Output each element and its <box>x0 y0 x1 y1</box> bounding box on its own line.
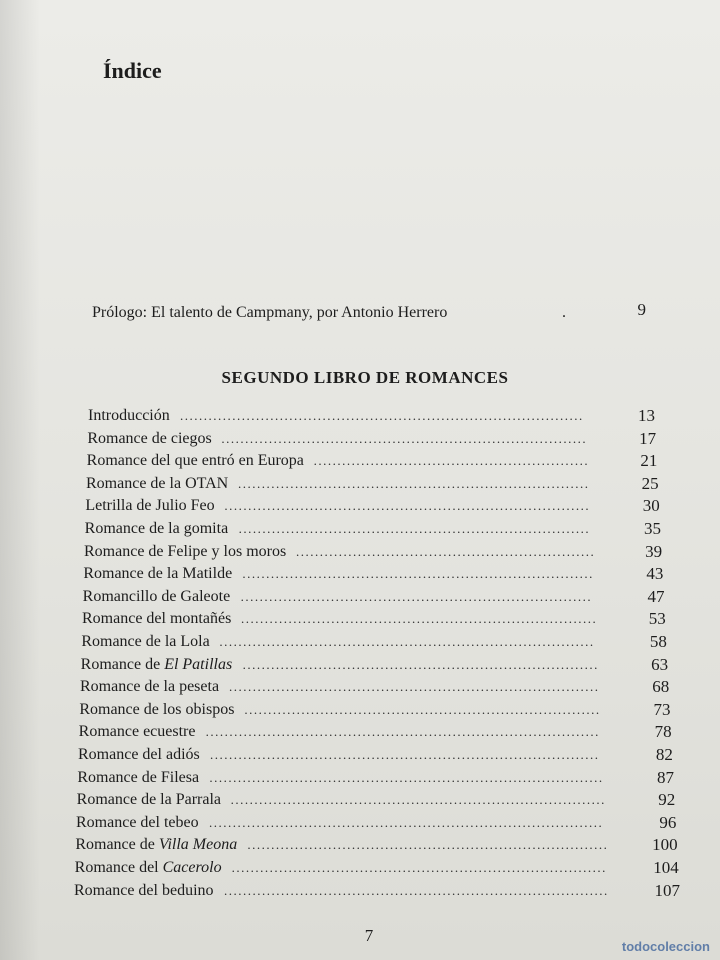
toc-entry <box>83 563 663 585</box>
toc-page-number: 78 <box>654 722 672 742</box>
toc-entry-title <box>74 880 214 902</box>
toc-entry-title-italic: Villa Meona <box>158 836 238 854</box>
toc-entry-title-text: Romance de ciegos <box>87 429 212 447</box>
toc-entry-title-text: Romance de la Lola <box>81 633 210 650</box>
watermark-logo: todocoleccion <box>621 939 710 954</box>
toc-entry-title-italic: El Patillas <box>164 655 233 673</box>
toc-entry <box>74 880 680 902</box>
toc-entry-title-text: Romancillo de Galeote <box>82 587 231 605</box>
toc-dot-leader: ................................................................................... <box>205 724 600 740</box>
toc-entry <box>87 428 656 450</box>
toc-page-number: 13 <box>638 406 655 425</box>
toc-entry-title <box>79 699 234 721</box>
toc-dot-leader: .......................................................................... <box>242 566 594 582</box>
toc-dot-leader: ................................................................................. <box>224 882 609 898</box>
toc-entry <box>79 699 670 721</box>
toc-entry <box>81 631 667 653</box>
toc-page-number: 100 <box>652 835 678 855</box>
toc-page-number: 47 <box>647 586 665 606</box>
toc-entry-title-text: Romance del tebeo <box>76 813 199 831</box>
toc-entry-title-text: Romance de <box>75 836 155 854</box>
toc-entry <box>76 812 676 834</box>
toc-dot-leader: ............................................................................... <box>230 792 606 808</box>
toc-entry-title-text: Romance del montañés <box>82 610 232 628</box>
toc-entry-title <box>77 767 199 789</box>
toc-entry-title <box>83 586 231 608</box>
index-heading: Índice <box>103 58 162 83</box>
toc-page-number: 21 <box>640 451 658 471</box>
toc-dot-leader: ............................................................................ <box>247 837 609 853</box>
toc-dot-leader: .............................................................................. <box>229 679 600 695</box>
toc-entry-title-text: Romance de la Matilde <box>83 565 233 583</box>
toc-entry-title-text: Romance del beduino <box>74 881 214 899</box>
toc-entry-title <box>85 495 214 517</box>
toc-page-number: 92 <box>658 790 676 810</box>
toc-entry-title-text: Romance de la gomita <box>84 520 229 537</box>
toc-entry <box>87 450 658 472</box>
toc-dot-leader: ............................................................... <box>296 543 596 559</box>
toc-entry-title <box>75 857 222 879</box>
toc-page-number: 53 <box>648 609 666 629</box>
toc-entry <box>80 676 669 698</box>
toc-page-number: 30 <box>642 496 660 516</box>
toc-entry <box>77 767 674 789</box>
toc-entry <box>75 834 677 856</box>
toc-entry-title-text: Romance del adiós <box>78 746 200 763</box>
toc-entry <box>83 586 665 608</box>
toc-page-number: 96 <box>659 812 677 832</box>
toc-entry-title <box>87 450 304 472</box>
toc-entry-title <box>78 744 200 766</box>
toc-dot-leader: ............................................................................. <box>224 498 591 514</box>
toc-entry-title-text: Romance de Filesa <box>77 768 200 786</box>
toc-page-number: 107 <box>654 880 680 900</box>
toc-entry-title <box>76 812 199 834</box>
toc-dot-leader: ........................................................................... <box>241 611 598 627</box>
toc-page-number: 82 <box>655 745 673 764</box>
toc-entry <box>88 405 655 427</box>
toc-dot-leader: ................................................................................... <box>209 769 604 785</box>
toc-entry-title <box>83 563 232 585</box>
toc-entry <box>85 518 661 540</box>
toc-entry-title <box>85 518 229 540</box>
toc-entry-title <box>87 428 211 450</box>
toc-entry <box>77 789 676 811</box>
toc-entry-title-italic: Cacerolo <box>162 859 222 876</box>
toc-dot-leader: .......................................................................... <box>238 475 590 491</box>
toc-entry-title-text: Romance de la Parrala <box>76 791 222 809</box>
toc-page-number: 17 <box>639 428 657 448</box>
toc-entry-title-text: Romance de la OTAN <box>86 474 229 492</box>
toc-dot-leader: ............................................................................... <box>219 634 595 649</box>
page-folio: 7 <box>364 926 374 945</box>
toc-entry <box>82 608 666 630</box>
toc-entry-title-text: Romance de Felipe y los moros <box>84 542 287 560</box>
toc-page-number: 35 <box>643 519 661 538</box>
toc-page-number: 73 <box>653 699 671 719</box>
toc-dot-leader: .......................................................... <box>313 453 590 469</box>
toc-entry-title <box>86 473 228 495</box>
toc-dot-leader: .......................................................................... <box>238 521 591 536</box>
toc-entry-title-text: Introducción <box>88 407 170 424</box>
toc-page-number: 58 <box>649 632 667 651</box>
toc-entry <box>85 495 659 517</box>
toc-entry-title <box>84 541 286 563</box>
toc-page-number: 87 <box>657 767 675 787</box>
toc-entry-title <box>79 721 196 743</box>
toc-dot-leader: ........................................................................... <box>244 701 601 717</box>
toc-entry-title <box>88 405 170 427</box>
toc-page-number: 39 <box>645 541 663 561</box>
toc-dot-leader: ............................................................................... <box>231 860 607 875</box>
toc-dot-leader: .................................................................................. <box>210 747 600 762</box>
toc-entry-title-text: Romance de <box>80 655 161 673</box>
toc-entry-title-text: Romance ecuestre <box>78 723 196 741</box>
toc-page-number: 25 <box>641 473 659 493</box>
toc-entry-title-text: Romance de los obispos <box>79 700 235 718</box>
toc-entry <box>86 473 659 495</box>
toc-dot-leader: ................................................................................... <box>209 814 604 830</box>
toc-entry-title-text: Romance del que entró en Europa <box>86 452 304 470</box>
toc-entry <box>79 721 672 743</box>
toc-page-number: 68 <box>652 677 670 697</box>
toc-dot-leader: ..................................................................................... <box>180 408 584 423</box>
prologue-page-number: 9 <box>637 300 646 319</box>
toc-entry-title-text: Romance del <box>74 859 159 876</box>
toc-entry-title <box>81 631 209 653</box>
toc-entry-title-text: Romance de la peseta <box>80 678 220 696</box>
toc-dot-leader: ........................................................................... <box>242 656 599 672</box>
toc-entry-title <box>77 789 221 811</box>
toc-entry <box>75 857 679 879</box>
toc-entry <box>81 654 668 676</box>
toc-entry <box>78 744 673 766</box>
toc-entry-title <box>75 834 237 856</box>
toc-entry-title <box>80 676 219 698</box>
toc-dot-leader: ............................................................................. <box>221 430 588 446</box>
toc-entry-title-text: Letrilla de Julio Feo <box>85 497 215 515</box>
prologue-leader-dot: . <box>562 304 566 321</box>
section-title: SEGUNDO LIBRO DE ROMANCES <box>221 368 509 387</box>
toc-entry-title <box>81 654 233 676</box>
toc-dot-leader: .......................................................................... <box>240 588 593 604</box>
toc-page-number: 104 <box>653 858 679 877</box>
toc-page-number: 63 <box>651 654 669 674</box>
toc-entry <box>84 541 662 563</box>
prologue-title: Prólogo: El talento de Campmany, por Antonio Herrero <box>92 304 448 321</box>
toc-entry-title <box>82 608 231 630</box>
toc-page-number: 43 <box>646 564 664 584</box>
